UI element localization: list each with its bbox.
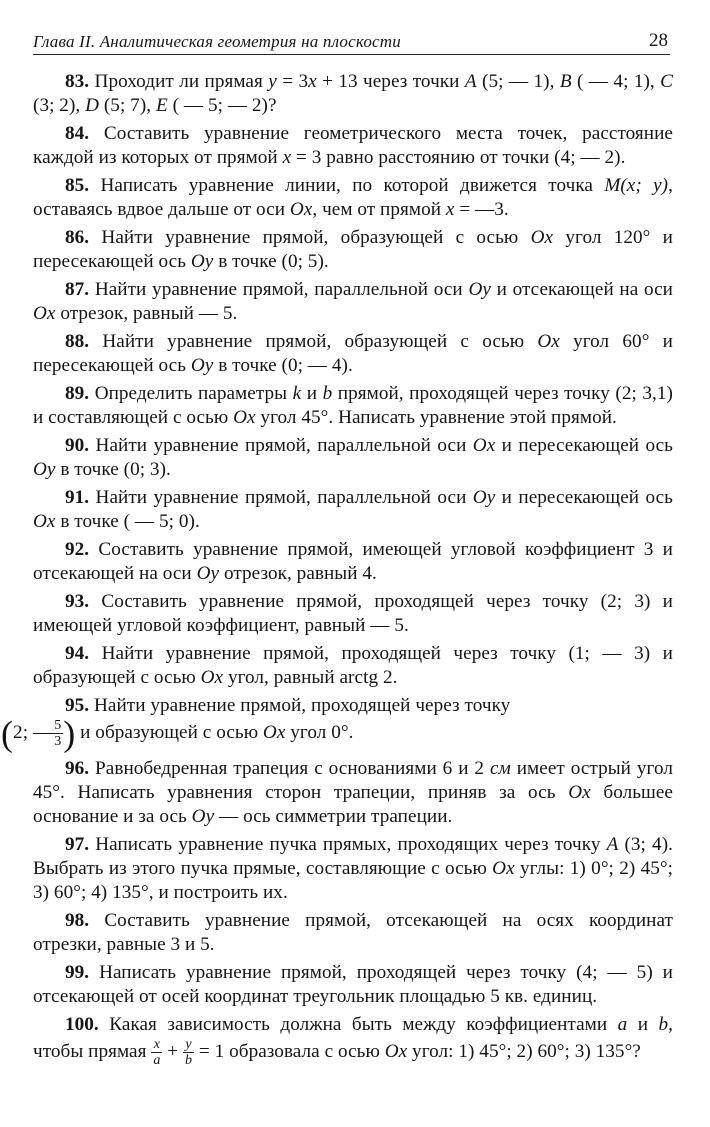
problem-85: 85. Написать уравнение линии, по которой движется точка M(x; y), оставаясь вдвое дальше от оси Ox, чем от прямой x = —3.: [33, 175, 673, 220]
problem-97: 97. Написать уравнение пучка прямых, проходящих через точку A (3; 4). Выбрать из этого пучка прямые, составляющие с осью Ox углы: 1) 0°; 2) 45°; 3) 60°; 4) 135°, и построить их.: [33, 834, 673, 903]
problem-84: 84. Составить уравнение геометрического места точек, расстояние каждой из которых от прямой x = 3 равно расстоянию от точки (4; — 2).: [33, 123, 673, 168]
problem-91: 91. Найти уравнение прямой, параллельной оси Oy и пересекающей ось Ox в точке ( — 5; 0).: [33, 487, 673, 532]
page-number: 28: [649, 30, 668, 51]
problem-98: 98. Составить уравнение прямой, отсекающей на осях координат отрезки, равные 3 и 5.: [33, 910, 673, 955]
problem-86: 86. Найти уравнение прямой, образующей с осью Ox угол 120° и пересекающей ось Oy в точке (0; 5).: [33, 227, 673, 272]
problem-87: 87. Найти уравнение прямой, параллельной оси Oy и отсекающей на оси Ox отрезок, равный — 5.: [33, 279, 673, 324]
problem-100: 100. Какая зависимость должна быть между коэффициентами a и b, чтобы прямая $\frac{x}{a}$ + $\frac{y}{b}$ = 1 образовала с осью Ox угол: 1) 45°; 2) 60°; 3) 135°?: [33, 1014, 673, 1068]
problem-83: 83. Проходит ли прямая y = 3x + 13 через точки A (5; — 1), B ( — 4; 1), C (3; 2), D (5; 7), E ( — 5; — 2)?: [33, 71, 674, 116]
problem-95: 95. Найти уравнение прямой, проходящей через точку (2; — $\frac{5}{3}$ ) и образующей с осью Ox угол 0°.: [1, 695, 511, 754]
chapter-title: Глава II. Аналитическая геометрия на плоскости: [33, 32, 401, 51]
problem-94: 94. Найти уравнение прямой, проходящей через точку (1; — 3) и образующей с осью Ox угол, равный arctg 2.: [33, 643, 673, 688]
problem-92: 92. Составить уравнение прямой, имеющей угловой коэффициент 3 и отсекающей на оси Oy отрезок, равный 4.: [33, 539, 673, 584]
problem-list: [1, 70, 674, 1072]
problem-90: 90. Найти уравнение прямой, параллельной оси Ox и пересекающей ось Oy в точке (0; 3).: [33, 435, 673, 480]
fraction-5-3: $\frac{5}{3}$: [54, 718, 62, 749]
problem-89: 89. Определить параметры k и b прямой, проходящей через точку (2; 3,1) и составляющей с осью Ox угол 45°. Написать уравнение этой прямой.: [33, 383, 673, 428]
line-equation: $\frac{x}{a}$ + $\frac{y}{b}$ = 1: [153, 1037, 225, 1068]
problem-99: 99. Написать уравнение прямой, проходящей через точку (4; — 5) и отсекающей от осей координат треугольник площадью 5 кв. единиц.: [33, 962, 673, 1007]
running-header: [33, 30, 670, 55]
problem-96: 96. Равнобедренная трапеция с основаниями 6 и 2 см имеет острый угол 45°. Написать уравнения сторон трапеции, приняв за ось Ox большее основание и за ось Oy — ось симметрии трапеции.: [33, 758, 673, 827]
problem-88: 88. Найти уравнение прямой, образующей с осью Ox угол 60° и пересекающей ось Oy в точке (0; — 4).: [33, 331, 673, 376]
problem-93: 93. Составить уравнение прямой, проходящей через точку (2; 3) и имеющей угловой коэффициент, равный — 5.: [33, 591, 673, 636]
point-expression: (2; — $\frac{5}{3}$ ): [1, 713, 76, 754]
